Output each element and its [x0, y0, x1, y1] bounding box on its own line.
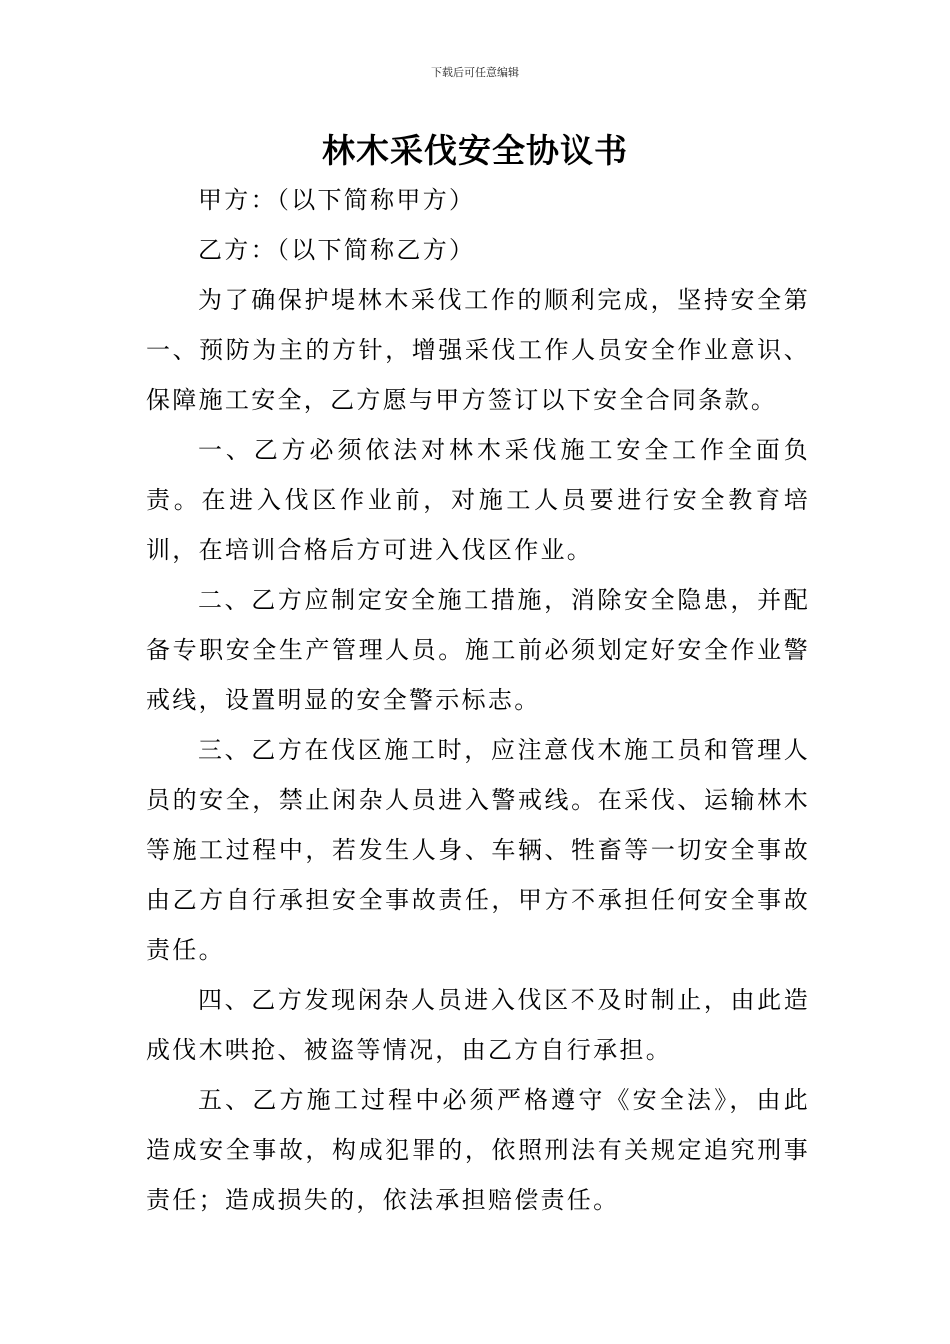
party-a-line: 甲方：（以下简称甲方）: [198, 186, 476, 214]
clause-5: 五、乙方施工过程中必须严格遵守《安全法》，由此造成安全事故，构成犯罪的，依照刑法有关规定追究刑事责任；造成损失的，依法承担赔偿责任。: [146, 1086, 810, 1214]
document-title: 林木采伐安全协议书: [322, 131, 628, 170]
header-note: 下载后可任意编辑: [431, 66, 519, 79]
clause-3: 三、乙方在伐区施工时，应注意伐木施工员和管理人员的安全，禁止闲杂人员进入警戒线。在采伐、运输林木等施工过程中，若发生人身、车辆、牲畜等一切安全事故由乙方自行承担安全事故责任，甲方不承担任何安全事故责任。: [146, 736, 810, 964]
clause-4: 四、乙方发现闲杂人员进入伐区不及时制止，由此造成伐木哄抢、被盗等情况，由乙方自行承担。: [146, 986, 810, 1064]
clause-2: 二、乙方应制定安全施工措施，消除安全隐患，并配备专职安全生产管理人员。施工前必须划定好安全作业警戒线，设置明显的安全警示标志。: [146, 586, 810, 714]
clause-1: 一、乙方必须依法对林木采伐施工安全工作全面负责。在进入伐区作业前，对施工人员要进行安全教育培训，在培训合格后方可进入伐区作业。: [146, 436, 810, 564]
intro-paragraph: 为了确保护堤林木采伐工作的顺利完成，坚持安全第一、预防为主的方针，增强采伐工作人员安全作业意识、保障施工安全，乙方愿与甲方签订以下安全合同条款。: [146, 286, 810, 414]
party-b-line: 乙方：（以下简称乙方）: [198, 236, 476, 264]
document-body: [146, 175, 810, 1225]
